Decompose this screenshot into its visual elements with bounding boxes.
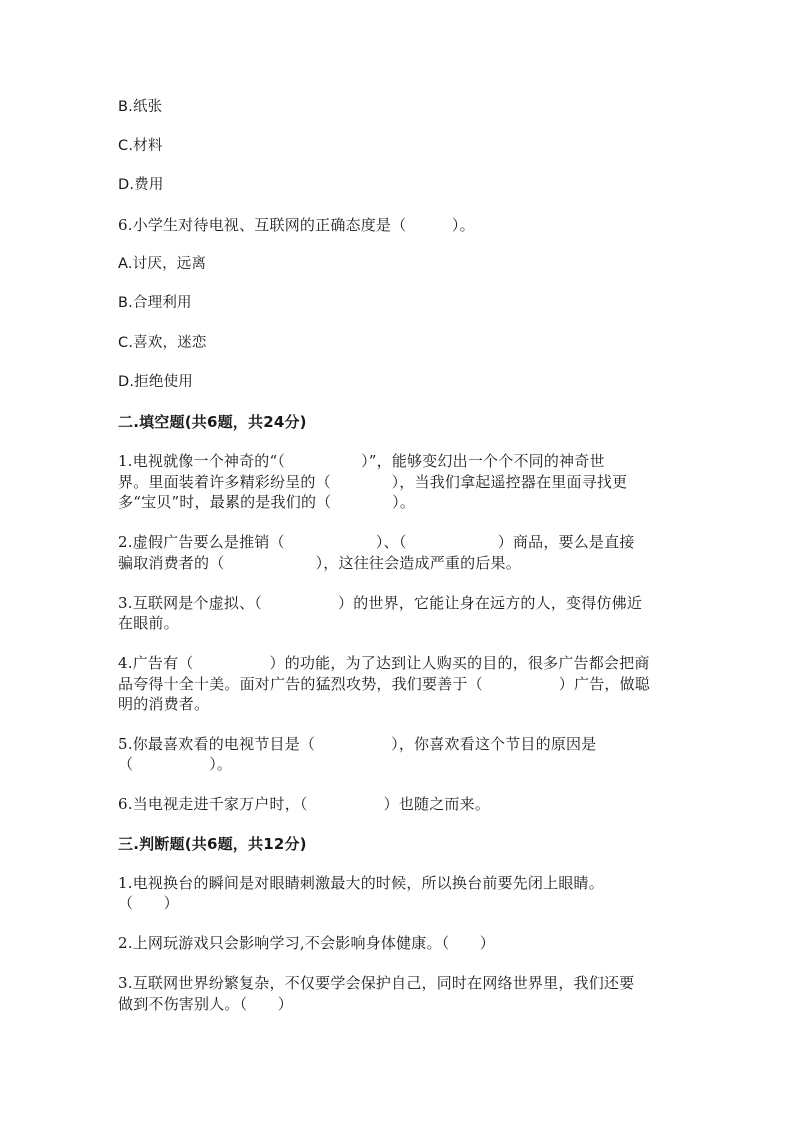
fill-q3-line-1: 3.互联网是个虚拟、（ ）的世界，它能让身在远方的人，变得仿佛近 <box>118 594 643 612</box>
fill-q2-line-2: 骗取消费者的（ ），这往往会造成严重的后果。 <box>118 554 521 572</box>
fill-q1-line-2: 界。里面装着许多精彩纷呈的（ ），当我们拿起遥控器在里面寻找更 <box>118 473 628 491</box>
fill-q4-line-3: 明的消费者。 <box>118 695 210 713</box>
fill-q5-line-2: （ ）。 <box>118 755 233 773</box>
q5-option-c: C.材料 <box>118 138 163 154</box>
fill-q4-line-1: 4.广告有（ ）的功能，为了达到让人购买的目的，很多广告都会把商 <box>118 654 650 672</box>
q6-option-b: B.合理利用 <box>118 295 192 311</box>
q6-option-c: C.喜欢，迷恋 <box>118 335 207 351</box>
fill-q6-line-1: 6.当电视走进千家万户时，（ ）也随之而来。 <box>118 795 491 813</box>
fill-q3-line-2: 在眼前。 <box>118 614 179 632</box>
fill-q1-line-1: 1.电视就像一个神奇的“（ ）”，能够变幻出一个个不同的神奇世 <box>118 452 605 470</box>
q6-option-a: A.讨厌，远离 <box>118 256 207 272</box>
judge-q2-line-1: 2.上网玩游戏只会影响学习,不会影响身体健康。（ ） <box>118 934 495 952</box>
fill-section-heading: 二.填空题(共6题，共24分) <box>118 413 307 431</box>
judge-q3-line-2: 做到不伤害别人。（ ） <box>118 995 293 1013</box>
fill-q5-line-1: 5.你最喜欢看的电视节目是（ ），你喜欢看这个节目的原因是 <box>118 735 597 753</box>
q5-option-b: B.纸张 <box>118 99 163 115</box>
judge-q1-line-1: 1.电视换台的瞬间是对眼睛刺激最大的时候，所以换台前要先闭上眼睛。 <box>118 874 604 892</box>
q6-stem: 6.小学生对待电视、互联网的正确态度是（ ）。 <box>118 216 475 234</box>
judge-q1-line-2: （ ） <box>118 894 179 912</box>
q6-option-d: D.拒绝使用 <box>118 374 193 390</box>
fill-q2-line-1: 2.虚假广告要么是推销（ ）、（ ）商品，要么是直接 <box>118 533 635 551</box>
judge-section-heading: 三.判断题(共6题，共12分) <box>118 835 307 853</box>
fill-q4-line-2: 品夸得十全十美。面对广告的猛烈攻势，我们要善于（ ）广告，做聪 <box>118 675 651 693</box>
fill-q1-line-3: 多“宝贝”时，最累的是我们的（ ）。 <box>118 493 416 511</box>
q5-option-d: D.费用 <box>118 177 164 193</box>
judge-q3-line-1: 3.互联网世界纷繁复杂，不仅要学会保护自己，同时在网络世界里，我们还要 <box>118 974 635 992</box>
